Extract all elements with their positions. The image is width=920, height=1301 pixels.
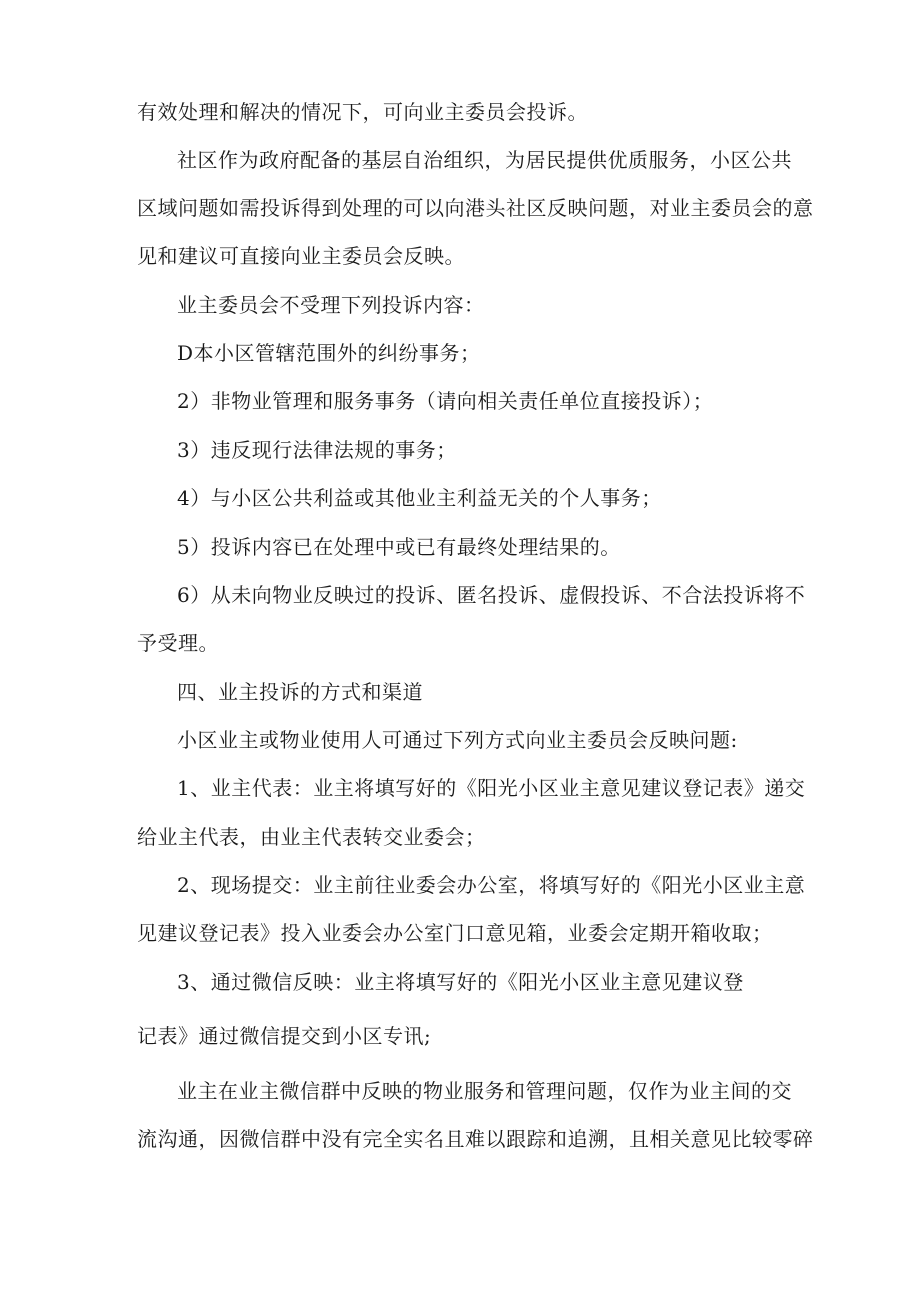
list-item-6-continued: 予受理。 — [137, 631, 219, 655]
paragraph-line-7: 业主在业主微信群中反映的物业服务和管理问题，仅作为业主间的交 — [177, 1079, 792, 1103]
channel-item-1-continued: 给业主代表，由业主代表转交业委会； — [137, 825, 486, 849]
list-item-6: 6）从未向物业反映过的投诉、匿名投诉、虚假投诉、不合法投诉将不 — [177, 583, 806, 607]
paragraph-line-4: 见和建议可直接向业主委员会反映。 — [137, 244, 465, 268]
list-item-3: 3）违反现行法律法规的事务； — [177, 438, 457, 462]
list-item-4: 4）与小区公共利益或其他业主利益无关的个人事务； — [177, 486, 662, 510]
paragraph-line-6: 小区业主或物业使用人可通过下列方式向业主委员会反映问题: — [177, 728, 738, 752]
paragraph-line-2: 社区作为政府配备的基层自治组织，为居民提供优质服务，小区公共 — [177, 148, 792, 172]
channel-item-1: 1、业主代表：业主将填写好的《阳光小区业主意见建议登记表》递交 — [177, 776, 806, 800]
paragraph-line-8: 流沟通，因微信群中没有完全实名且难以跟踪和追溯，且相关意见比较零碎 — [137, 1127, 814, 1151]
channel-item-3: 3、通过微信反映：业主将填写好的《阳光小区业主意见建议登 — [177, 970, 744, 994]
list-item-1: D本小区管辖范围外的纠纷事务； — [177, 341, 481, 365]
paragraph-line-5: 业主委员会不受理下列投诉内容： — [177, 293, 485, 317]
list-item-5: 5）投诉内容已在处理中或已有最终处理结果的。 — [177, 535, 621, 559]
channel-item-3-continued: 记表》通过微信提交到小区专讯; — [137, 1024, 432, 1048]
section-heading: 四、业主投诉的方式和渠道 — [177, 680, 423, 704]
channel-item-2-continued: 见建议登记表》投入业委会办公室门口意见箱，业委会定期开箱收取； — [137, 921, 773, 945]
paragraph-line-1: 有效处理和解决的情况下，可向业主委员会投诉。 — [137, 100, 588, 124]
list-item-2: 2）非物业管理和服务事务（请向相关责任单位直接投诉）； — [177, 389, 714, 413]
paragraph-line-3: 区域问题如需投诉得到处理的可以向港头社区反映问题，对业主委员会的意 — [137, 196, 814, 220]
channel-item-2: 2、现场提交：业主前往业委会办公室，将填写好的《阳光小区业主意 — [177, 873, 806, 897]
